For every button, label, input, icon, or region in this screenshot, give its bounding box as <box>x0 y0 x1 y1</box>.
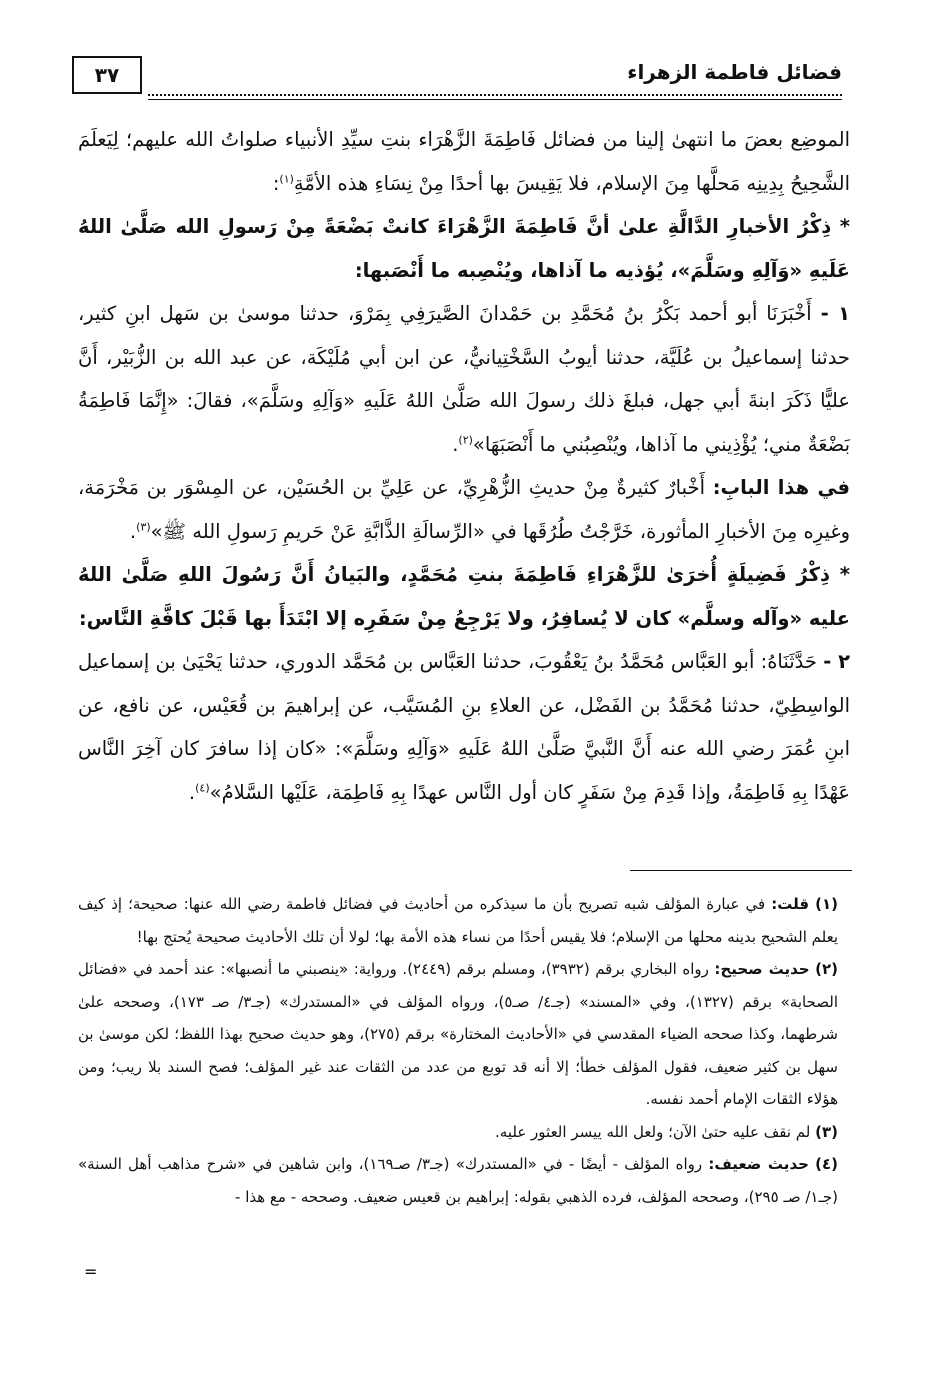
footnote-1-lead: قلت: <box>771 895 810 913</box>
footnote-3-number: (٣) <box>815 1122 838 1141</box>
intro-paragraph <box>78 118 850 205</box>
footnote-3-text: لم نقف عليه حتىٰ الآن؛ ولعل الله ييسر العثور عليه. <box>495 1122 811 1141</box>
footnote-3 <box>78 1116 838 1149</box>
header-dotted-rule <box>148 94 842 96</box>
footnote-4-lead: حديث ضعيف: <box>708 1155 809 1173</box>
intro-end: : <box>272 171 280 195</box>
footnote-2-lead: حديث صحيح: <box>714 960 810 978</box>
page-number: ٣٧ <box>72 56 142 94</box>
page-header <box>72 56 842 102</box>
footnote-1 <box>78 888 838 953</box>
footnote-ref-3: (٣) <box>136 520 151 533</box>
hadith-1 <box>78 292 850 466</box>
footnotes <box>78 888 838 1213</box>
continuation-mark: = <box>84 1262 98 1281</box>
hadith-1-number: ١ - <box>820 302 850 325</box>
intro-text: الموضِع بعضَ ما انتهىٰ إلينا من فضائل فَاطِمَةَ الزَّهْرَاء بنتِ سيِّدِ الأنبياء صلواتُ الله عليهم؛ لِيَعلَمَ الشَّحِيحُ بِدِينِه مَحلَّها مِنَ الإسلام، فلا يَقِيسَ بها أحدًا مِنْ نِسَاءِ هذه الأمَّةِ <box>78 128 850 195</box>
footnote-4 <box>78 1148 838 1213</box>
header-solid-rule <box>148 99 842 100</box>
bab-label: في هذا البابِ: <box>712 476 850 499</box>
chapter-heading-2: * ذِكْرُ فَضِيلَةٍ أُخرَىٰ للزَّهْرَاءِ فَاطِمَةَ بنتِ مُحَمَّدٍ، والبَيانُ أَنَّ رَسُولَ اللهِ صَلَّىٰ اللهُ عليه «وآله وسلَّم» كان لا يُسافِرُ، ولا يَرْجِعُ مِنْ سَفَرِه إلا ابْتَدَأَ بها قَبْلَ كافَّةِ النَّاس: <box>78 563 850 630</box>
bab-end: . <box>129 519 137 543</box>
footnote-1-text: في عبارة المؤلف شبه تصريح بأن ما سيذكره من أحاديث في فضائل فاطمة رضي الله عنها: صحيحة؛ إذ كيف يعلم الشحيح بدينه محلها من الإسلام؛ فلا يقيس أحدًا من نساء هذه الأمة بها؛ لولا أن تلك الأحاديث صحيحة يُحتج بها! <box>78 895 838 946</box>
footnote-ref-2: (٢) <box>458 433 473 446</box>
main-text <box>78 118 850 814</box>
footnote-1-number: (١) <box>815 895 838 913</box>
bab-text: أَخْبارٌ كثيرةٌ مِنْ حديثِ الزُّهْرِيِّ، عن عَلِيِّ بن الحُسَيْن، عن المِسْوَر بن مَخْرَمَة، وغيرِه مِنَ الأخبارِ المأثورة، خَرَّجْتُ طُرُقَها في «الرِّسالَةِ الذَّابَّةِ عَنْ حَريمِ رَسولِ الله ﷺ» <box>78 476 850 543</box>
footnote-4-number: (٤) <box>815 1155 838 1173</box>
footnote-2 <box>78 953 838 1116</box>
footnote-ref-4: (٤) <box>195 781 210 794</box>
bab-paragraph <box>78 466 850 553</box>
chapter-heading-1: * ذِكْرُ الأخبارِ الدَّالَّةِ علىٰ أنَّ فَاطِمَةَ الزَّهْرَاءَ كانتْ بَضْعَةً مِنْ رَسولِ الله صَلَّىٰ اللهُ عَلَيهِ «وَآلِهِ وسَلَّمَ»، يُؤذيه ما آذاها، ويُنْصِبه ما أَنْصَبها: <box>78 215 850 282</box>
footnote-separator <box>630 870 852 871</box>
book-title: فضائل فاطمة الزهراء <box>627 60 842 84</box>
footnote-2-number: (٢) <box>815 960 838 978</box>
footnote-4-text: رواه المؤلف - أيضًا - في «المستدرك» (جـ٣/ صـ١٦٩)، وابن شاهين في «شرح مذاهب أهل السنة» (جـ١/ صـ ٢٩٥)، وصححه المؤلف، فرده الذهبي بقوله: إبراهيم بن قعيس ضعيف. وصححه - مع هذا - <box>78 1155 838 1206</box>
footnote-ref-1: (١) <box>279 172 294 185</box>
hadith-2-text: حَدَّثَنَاهُ: أبو العَبَّاس مُحَمَّدُ بنُ يَعْقُوبَ، حدثنا العَبَّاس بن مُحَمَّد الدوري، حدثنا يَحْيَىٰ بن إسماعيل الواسِطِيّ، حدثنا مُحَمَّدُ بن الفَضْل، عن العلاءِ بنِ المُسَيَّب، عن إبراهيمَ بن قُعَيْس، عن نافع، عن ابنِ عُمَرَ رضي الله عنه أَنَّ النَّبيَّ صَلَّىٰ اللهُ عَلَيهِ «وَآلِهِ وسَلَّمَ»: «كان إذا سافرَ كان آخِرَ النَّاس عَهْدًا بِهِ فَاطِمَةُ، وإذا قَدِمَ مِنْ سَفَرٍ كان أول النَّاس عهدًا بِهِ فَاطِمَة، عَلَيْها السَّلامُ» <box>78 650 850 804</box>
hadith-1-end: . <box>452 432 459 456</box>
footnote-2-text: رواه البخاري برقم (٣٩٣٢)، ومسلم برقم (٢٤٤٩). ورواية: «ينصبني ما أنصبها»: عند أحمد في «فضائل الصحابة» برقم (١٣٢٧)، وفي «المسند» (جـ٤/ صـ٥)، ورواه المؤلف في «المستدرك» (جـ٣/ صـ ١٧٣)، وصححه علىٰ شرطهما، وكذا صححه الضياء المقدسي في «الأحاديث المختارة» برقم (٢٧٥)، وهو حديث صحيح بهذا اللفظ؛ لكن موسىٰ بن سهل بن كثير ضعيف، فقول المؤلف خطأ؛ إلا أنه قد توبع من عدد من الثقات عند غير المؤلف؛ فصح السند بلا ريب؛ ومن هؤلاء الثقات الإمام أحمد نفسه. <box>78 960 838 1108</box>
hadith-2-end: . <box>188 780 196 804</box>
hadith-1-text: أَخْبَرَنَا أبو أحمد بَكْرُ بنُ مُحَمَّدِ بن حَمْدانَ الصَّيرَفِي بِمَرْوَ، حدثنا موسىٰ بن سَهل ابنِ كثير، حدثنا إسماعيلُ بن عُلَيَّة، حدثنا أيوبُ السَّخْتِيانيُّ، عن ابن أبي مُلَيْكَة، عن عبد الله بن الزُّبَيْر، أَنَّ عليًّا ذَكَرَ ابنةَ أبي جهل، فبلغَ ذلك رسولَ الله صَلَّىٰ اللهُ عَلَيهِ «وَآلِهِ وسَلَّمَ»، فقالَ: «إِنَّمَا فَاطِمَةُ بَضْعَةٌ مني؛ يُؤْذِيني ما آذاها، ويُنْصِبُني ما أَنْصَبَهَا» <box>78 302 850 456</box>
hadith-2-number: ٢ - <box>823 650 850 673</box>
hadith-2 <box>78 640 850 814</box>
